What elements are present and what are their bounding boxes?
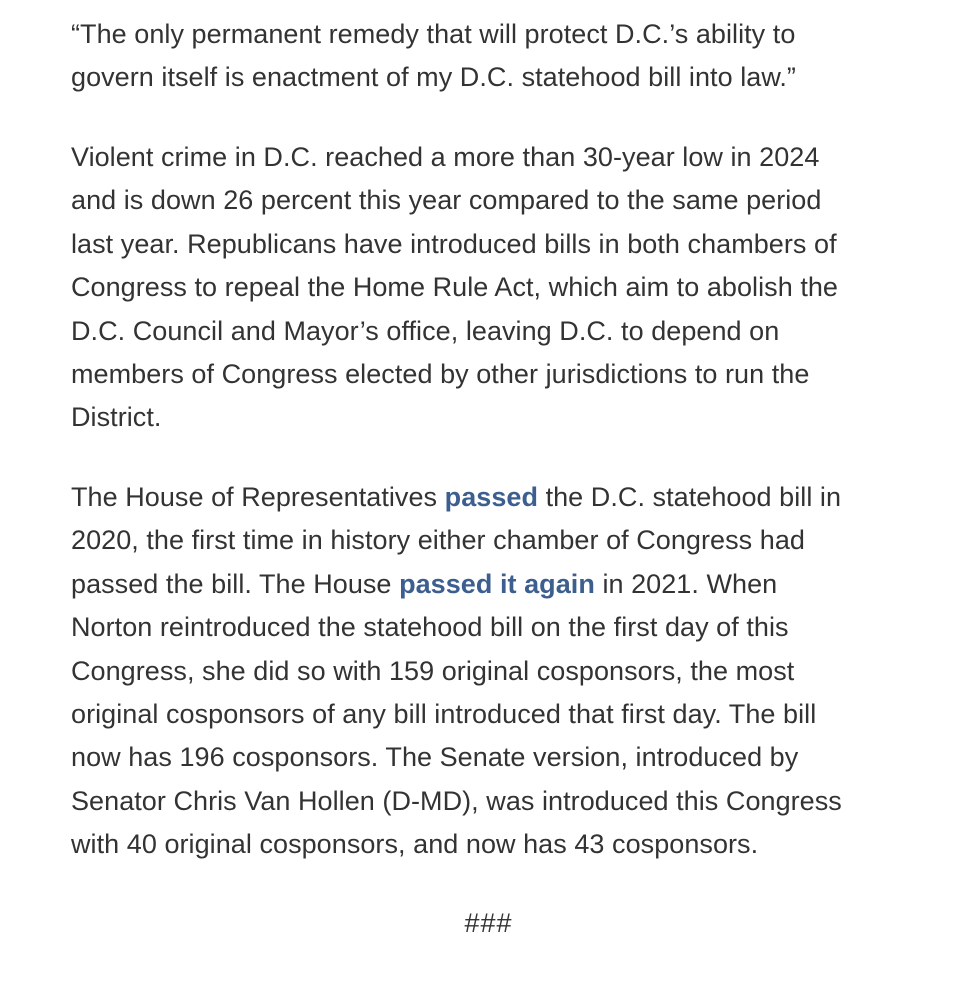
- paragraph-line: with 40 original cosponsors, and now has 43 cosponsors.: [71, 829, 759, 860]
- paragraph-line: original cosponsors of any bill introduced that first day. The bill: [71, 699, 817, 730]
- paragraph-line: last year. Republicans have introduced bills in both chambers of: [71, 228, 837, 259]
- paragraph-line: Violent crime in D.C. reached a more than 30-year low in 2024: [71, 142, 820, 172]
- quote-paragraph: [71, 13, 901, 100]
- passed-it-again-link[interactable]: passed it again: [399, 568, 595, 599]
- paragraph-line: Senator Chris Van Hollen (D-MD), was introduced this Congress: [71, 785, 842, 816]
- text-segment: the D.C. statehood bill in: [538, 482, 842, 512]
- paragraph-line: and is down 26 percent this year compared to the same period: [71, 185, 822, 216]
- paragraph-line: members of Congress elected by other jurisdictions to run the: [71, 359, 810, 390]
- paragraph-line: now has 196 cosponsors. The Senate version, introduced by: [71, 742, 799, 773]
- text-segment: in 2021. When: [594, 568, 778, 599]
- paragraph-line: District.: [71, 402, 162, 433]
- paragraph-line: Congress to repeal the Home Rule Act, which aim to abolish the: [71, 272, 838, 303]
- text-segment: passed the bill. The House: [71, 568, 400, 599]
- paragraph-line: Congress, she did so with 159 original cosponsors, the most: [71, 655, 795, 686]
- passed-link[interactable]: passed: [444, 482, 539, 512]
- paragraph-line: 2020, the first time in history either chamber of Congress had: [71, 525, 805, 556]
- paragraph-line: “The only permanent remedy that will protect D.C.’s ability to: [71, 19, 796, 49]
- end-of-release-mark: ###: [464, 908, 513, 938]
- statehood-paragraph: [71, 476, 901, 867]
- paragraph-line: Norton reintroduced the statehood bill on the first day of this: [71, 612, 789, 643]
- paragraph-line: [71, 563, 901, 606]
- crime-paragraph: [71, 136, 901, 440]
- paragraph-line: D.C. Council and Mayor’s office, leaving D.C. to depend on: [71, 315, 780, 346]
- paragraph-line: [71, 476, 901, 519]
- text-segment: The House of Representatives: [71, 482, 445, 512]
- paragraph-line: govern itself is enactment of my D.C. statehood bill into law.”: [71, 62, 796, 93]
